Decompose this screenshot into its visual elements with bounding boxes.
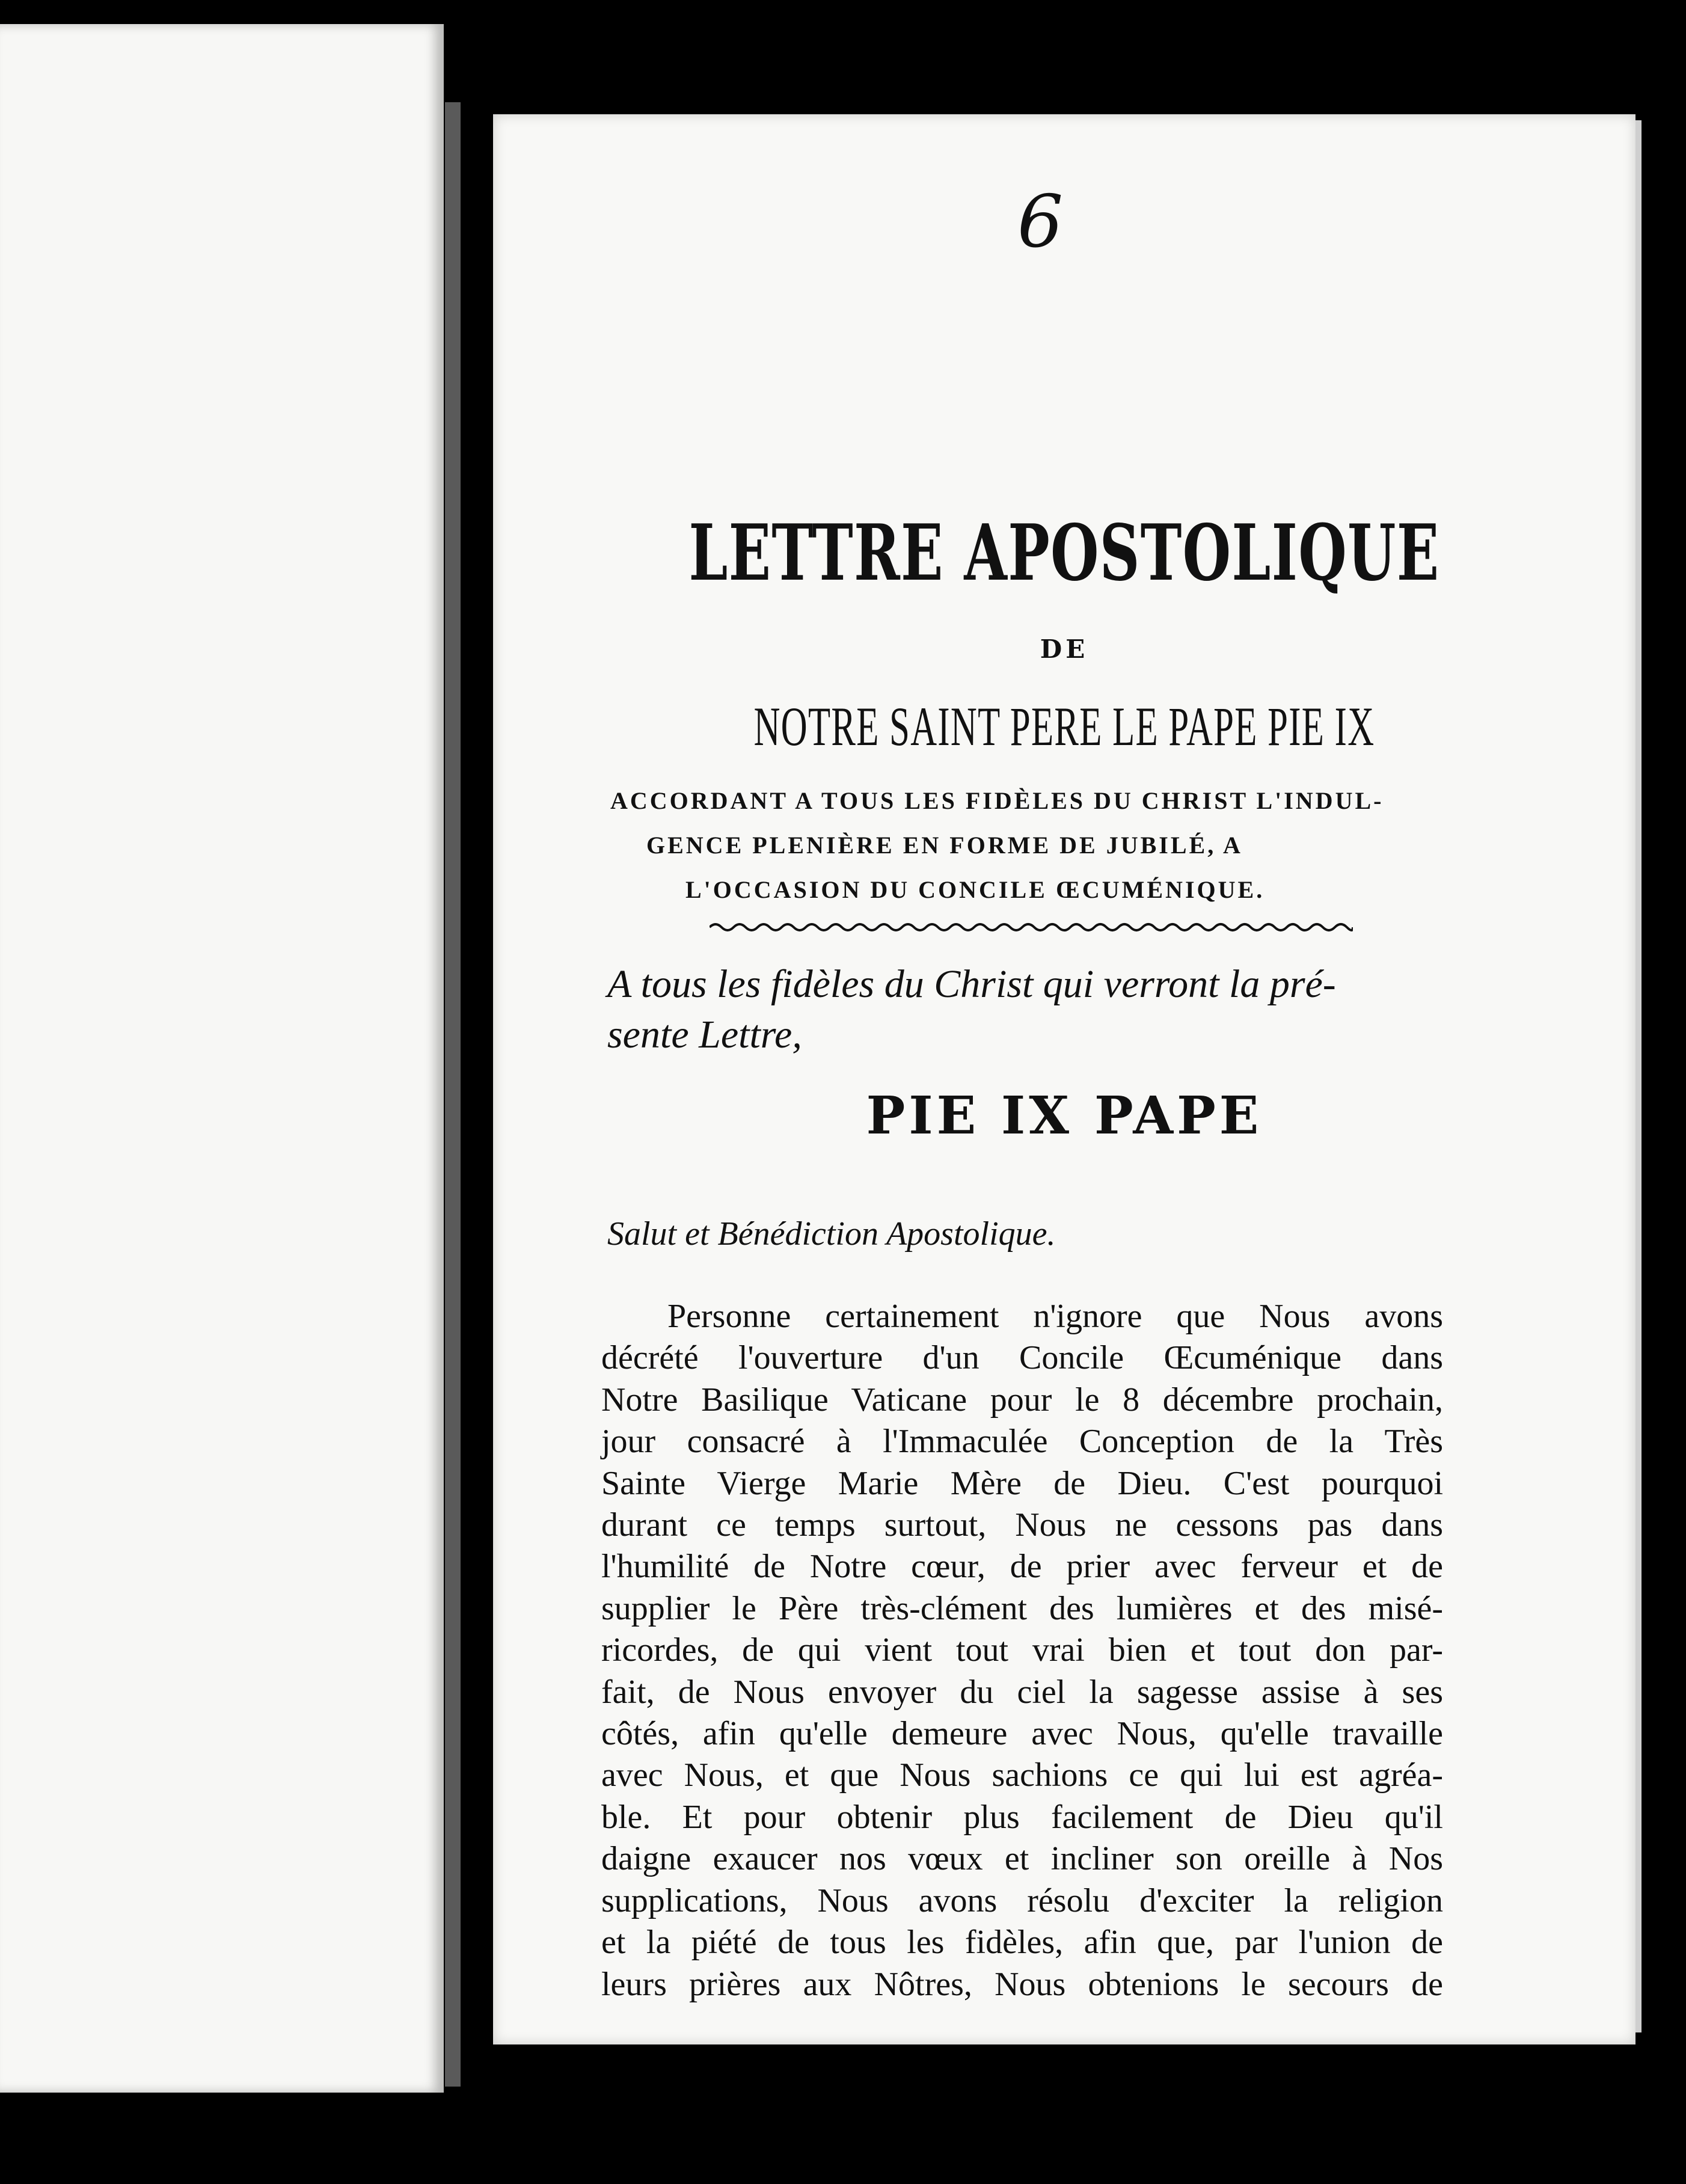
subtitle-line: GENCE PLENIÈRE EN FORME DE JUBILÉ, A xyxy=(646,832,1243,859)
body-line: daigne exaucer nos vœux et incliner son oreille à Nos xyxy=(601,1840,1443,1878)
body-line: côtés, afin qu'elle demeure avec Nous, qu'elle travaille xyxy=(601,1715,1443,1753)
handwritten-page-mark: 6 xyxy=(1017,180,1064,264)
sender-name: PIE IX PAPE xyxy=(866,1085,1263,1146)
address-line: sente Lettre, xyxy=(607,1013,802,1057)
body-line: l'humilité de Notre cœur, de prier avec ferveur et de xyxy=(601,1548,1443,1586)
title-connector: DE xyxy=(1040,634,1089,664)
title-pope: NOTRE SAINT PERE LE PAPE PIE IX xyxy=(753,696,1375,757)
page-edge xyxy=(1635,120,1642,2032)
book-gutter xyxy=(445,102,461,2087)
body-line: avec Nous, et que Nous sachions ce qui lui est agréa- xyxy=(601,1756,1443,1794)
body-line: décrété l'ouverture d'un Concile Œcuménique dans xyxy=(601,1339,1443,1377)
document-page xyxy=(493,114,1635,2044)
body-line: ricordes, de qui vient tout vrai bien et tout don par- xyxy=(601,1631,1443,1669)
body-line: leurs prières aux Nôtres, Nous obtenions le secours de xyxy=(601,1965,1443,2003)
address-line: A tous les fidèles du Christ qui verront la pré- xyxy=(607,962,1336,1006)
body-line: ble. Et pour obtenir plus facilement de Dieu qu'il xyxy=(601,1798,1443,1836)
body-line: Sainte Vierge Marie Mère de Dieu. C'est pourquoi xyxy=(601,1464,1443,1502)
body-line: Personne certainement n'ignore que Nous avons xyxy=(667,1298,1443,1335)
document-subtitle xyxy=(610,779,1512,912)
salutation: Salut et Bénédiction Apostolique. xyxy=(607,1215,1056,1253)
address-line-block xyxy=(607,959,1437,1060)
subtitle-line: ACCORDANT A TOUS LES FIDÈLES DU CHRIST L'INDUL- xyxy=(610,787,1384,814)
body-line: et la piété de tous les fidèles, afin que, par l'union de xyxy=(601,1924,1443,1962)
subtitle-line: L'OCCASION DU CONCILE ŒCUMÉNIQUE. xyxy=(685,876,1265,903)
document-title: LETTRE APOSTOLIQUE xyxy=(688,508,1440,598)
body-line: durant ce temps surtout, Nous ne cessons pas dans xyxy=(601,1506,1443,1544)
body-line: supplications, Nous avons résolu d'exciter la religion xyxy=(601,1882,1443,1919)
body-line: Notre Basilique Vaticane pour le 8 décembre prochain, xyxy=(601,1381,1443,1419)
left-page-blank xyxy=(0,24,444,2093)
body-line: supplier le Père très-clément des lumières et des misé- xyxy=(601,1589,1443,1627)
wavy-divider xyxy=(710,920,1353,934)
body-line: jour consacré à l'Immaculée Conception de la Très xyxy=(601,1423,1443,1461)
body-paragraph xyxy=(601,1296,1443,2005)
body-line: fait, de Nous envoyer du ciel la sagesse assise à ses xyxy=(601,1673,1443,1711)
